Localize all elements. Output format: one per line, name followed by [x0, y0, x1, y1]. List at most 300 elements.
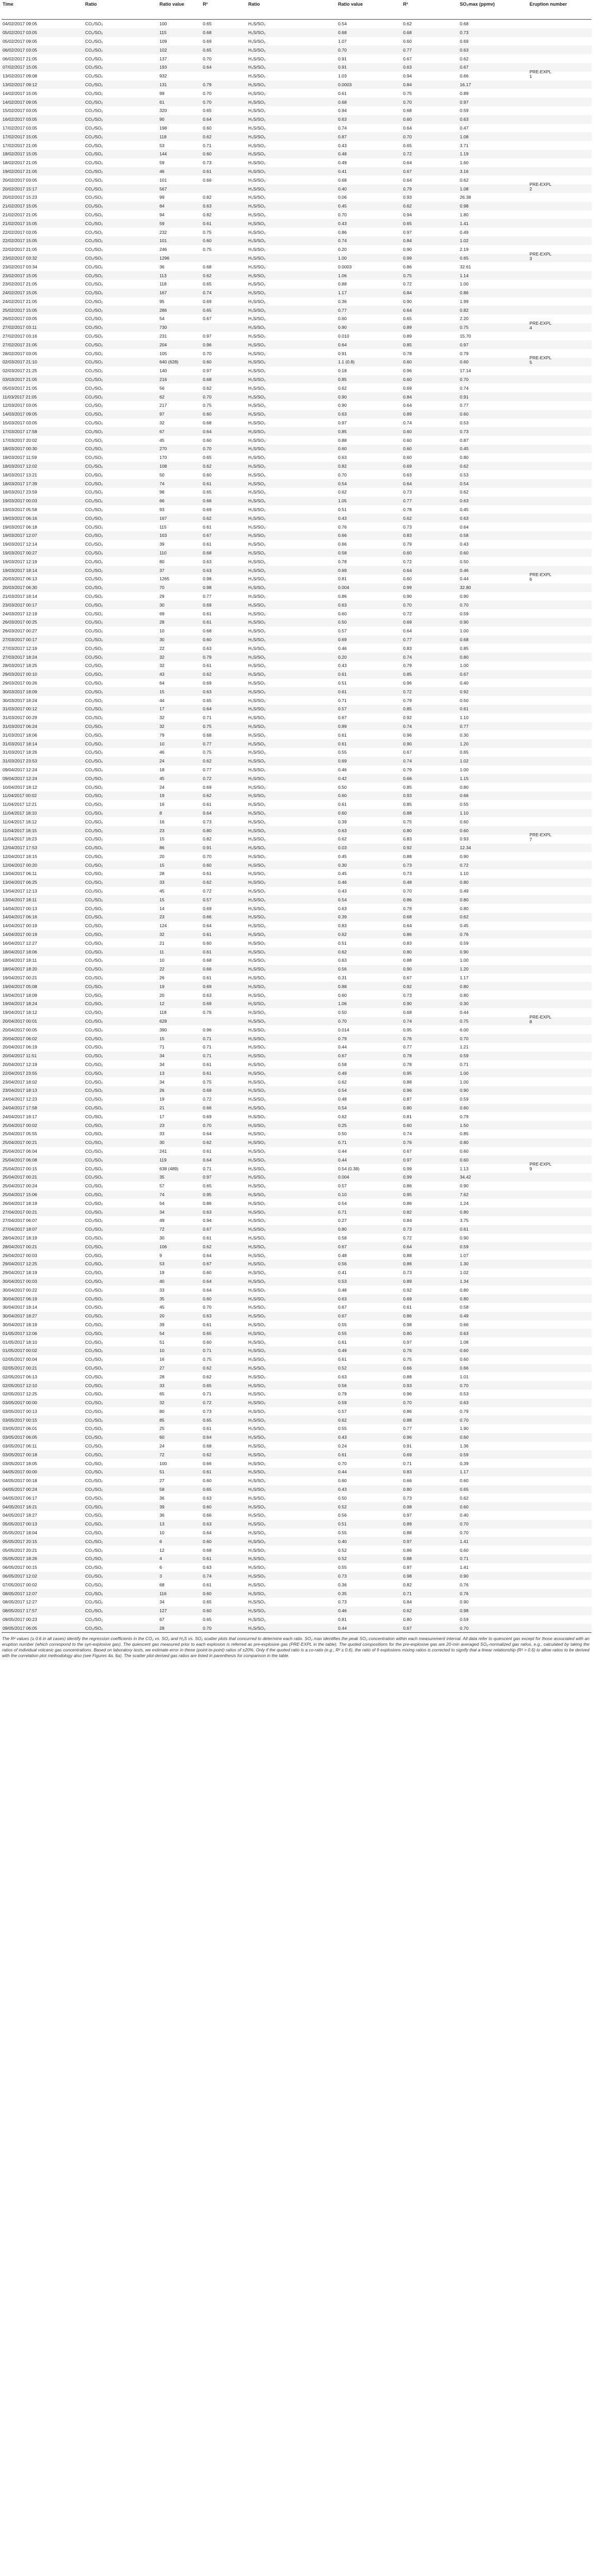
- cell-time: 02/05/2017 06:13: [3, 1374, 37, 1379]
- cell-time: 18/03/2017 12:02: [2, 462, 84, 471]
- cell-ratio-value: 32: [159, 420, 165, 426]
- cell-eruption-number: [528, 81, 591, 89]
- cell-ratio-co2so2: CO₂/SO₂: [85, 732, 103, 738]
- cell-ratio-co2so2: CO₂/SO₂: [84, 1624, 158, 1632]
- cell-ratio-h2sso2: H₂S/SO₂: [247, 913, 337, 921]
- cell-r2: 0.65: [203, 455, 212, 460]
- cell-ratio-value-2: 0.56: [337, 1381, 402, 1390]
- cell-ratio-value-2: 0.49: [337, 1069, 402, 1077]
- cell-ratio-co2so2: CO₂/SO₂: [85, 403, 103, 408]
- cell-r2: 0.64: [202, 705, 247, 713]
- cell-ratio-value-2: 0.61: [338, 1357, 347, 1362]
- cell-eruption-number: [528, 1112, 591, 1121]
- cell-ratio-co2so2: CO₂/SO₂: [85, 1114, 103, 1119]
- cell-ratio-value-2: 0.70: [338, 212, 347, 217]
- cell-ratio-value: 30: [159, 1235, 165, 1241]
- cell-ratio-value-2: 0.86: [338, 229, 347, 235]
- cell-ratio-value: 115: [158, 28, 202, 37]
- table-row: [2, 627, 591, 635]
- cell-time: 21/03/2017 18:14: [3, 593, 37, 599]
- cell-r2: 0.65: [203, 281, 212, 287]
- cell-eruption-number: [528, 1121, 591, 1130]
- cell-eruption-number: [528, 947, 591, 956]
- table-row: [2, 670, 591, 679]
- cell-eruption-number: [528, 766, 591, 774]
- cell-ratio-value-2: 0.60: [337, 791, 402, 800]
- cell-eruption-number: [528, 635, 591, 644]
- table-row: [2, 1598, 591, 1607]
- table-row: [2, 947, 591, 956]
- cell-r2: 0.67: [202, 1260, 247, 1268]
- cell-ratio-co2so2: CO₂/SO₂: [85, 1305, 103, 1310]
- cell-r2-2: 0.80: [402, 1104, 459, 1112]
- table-row: [2, 1493, 591, 1502]
- cell-ratio-h2sso2: H₂S/SO₂: [247, 479, 337, 488]
- cell-r2-2: 0.89: [402, 1520, 459, 1529]
- cell-ratio-value: 74: [158, 479, 202, 488]
- cell-ratio-co2so2: CO₂/SO₂: [85, 958, 103, 963]
- cell-ratio-value-2: 0.61: [338, 1339, 347, 1345]
- table-row: [2, 1329, 591, 1338]
- cell-r2-2: 0.94: [403, 73, 412, 79]
- cell-r2-2: 0.71: [403, 1460, 412, 1466]
- cell-ratio-value: 10: [158, 739, 202, 748]
- cell-eruption-number: [528, 1077, 591, 1086]
- table-row: [2, 748, 591, 757]
- cell-time: 24/04/2017 12:23: [3, 1096, 37, 1102]
- cell-ratio-value: 35: [158, 1294, 202, 1303]
- cell-ratio-value: 72: [158, 1225, 202, 1234]
- cell-r2-2: 0.75: [403, 90, 412, 96]
- cell-so2max: 0.90: [459, 1572, 528, 1581]
- cell-so2max: 0.73: [459, 427, 528, 436]
- table-row: [2, 679, 591, 688]
- cell-time: 19/03/2017 05:58: [3, 507, 37, 513]
- cell-time: 19/03/2017 12:07: [2, 531, 84, 540]
- cell-time: 18/03/2017 00:30: [2, 444, 84, 453]
- cell-so2max: 0.62: [459, 913, 528, 921]
- cell-time: 19/04/2017 18:09: [3, 992, 37, 998]
- cell-ratio-value-2: 0.69: [337, 757, 402, 766]
- cell-time: 09/04/2017 12:24: [3, 767, 37, 772]
- table-row: [2, 1442, 591, 1451]
- table-row: [2, 219, 591, 228]
- cell-ratio-h2sso2: H₂S/SO₂: [247, 63, 337, 72]
- cell-ratio-value-2: 0.31: [338, 975, 347, 981]
- table-row: [2, 1112, 591, 1121]
- cell-so2max: 0.80: [459, 1138, 528, 1147]
- cell-r2-2: 0.87: [403, 1096, 412, 1102]
- cell-ratio-value: 25: [159, 1426, 165, 1432]
- cell-r2: 0.94: [203, 1218, 212, 1223]
- cell-so2max: 0.90: [459, 1086, 528, 1095]
- cell-ratio-value-2: 0.54: [338, 21, 347, 27]
- cell-r2-2: 0.83: [403, 645, 412, 651]
- table-row: [2, 488, 591, 497]
- cell-ratio-co2so2: CO₂/SO₂: [84, 1294, 158, 1303]
- cell-ratio-co2so2: CO₂/SO₂: [84, 1260, 158, 1268]
- cell-r2: 0.72: [202, 774, 247, 783]
- cell-so2max: 0.66: [460, 73, 469, 79]
- cell-ratio-co2so2: CO₂/SO₂: [85, 489, 103, 495]
- cell-r2-2: 0.88: [403, 1530, 412, 1536]
- cell-ratio-co2so2: CO₂/SO₂: [85, 1287, 103, 1293]
- table-row: [2, 1225, 591, 1234]
- cell-ratio-value-2: 0.03: [337, 844, 402, 852]
- cell-ratio-value: 12: [158, 999, 202, 1008]
- cell-ratio-h2sso2: H₂S/SO₂: [248, 628, 266, 634]
- cell-time: 23/02/2017 15:05: [2, 271, 84, 280]
- cell-ratio-value: 19: [158, 982, 202, 991]
- cell-eruption-number: [528, 124, 591, 133]
- cell-so2max: 15.70: [460, 333, 471, 339]
- cell-ratio-h2sso2: H₂S/SO₂: [248, 1374, 266, 1379]
- cell-r2-2: 0.90: [402, 739, 459, 748]
- cell-eruption-number: [528, 167, 591, 176]
- cell-ratio-value: 32: [159, 663, 165, 669]
- cell-eruption-number: [528, 540, 591, 549]
- cell-ratio-value: 28: [159, 871, 165, 877]
- cell-time: 29/03/2017 00:26: [3, 680, 37, 686]
- cell-r2-2: 0.92: [403, 1287, 412, 1293]
- cell-ratio-co2so2: CO₂/SO₂: [84, 1312, 158, 1321]
- cell-r2-2: 0.79: [402, 184, 459, 193]
- cell-r2: 0.77: [202, 739, 247, 748]
- cell-r2: 0.60: [202, 1607, 247, 1615]
- cell-r2: 0.63: [203, 559, 212, 564]
- cell-ratio-value: 34: [158, 1052, 202, 1060]
- cell-r2: 0.63: [202, 202, 247, 211]
- cell-ratio-co2so2: CO₂/SO₂: [84, 531, 158, 540]
- cell-ratio-co2so2: CO₂/SO₂: [85, 125, 103, 131]
- table-row: [2, 1346, 591, 1355]
- cell-ratio-h2sso2: H₂S/SO₂: [248, 715, 266, 721]
- table-row: [2, 427, 591, 436]
- cell-time: 26/03/2017 00:25: [2, 618, 84, 627]
- cell-ratio-h2sso2: H₂S/SO₂: [247, 774, 337, 783]
- cell-ratio-co2so2: CO₂/SO₂: [85, 1218, 103, 1223]
- cell-ratio-h2sso2: H₂S/SO₂: [247, 150, 337, 158]
- cell-r2: 0.73: [203, 1408, 212, 1414]
- table-row: [2, 375, 591, 384]
- cell-ratio-h2sso2: H₂S/SO₂: [247, 236, 337, 245]
- cell-r2: 0.62: [202, 878, 247, 887]
- cell-ratio-h2sso2: H₂S/SO₂: [248, 871, 266, 877]
- cell-ratio-co2so2: CO₂/SO₂: [84, 479, 158, 488]
- cell-r2: 0.62: [202, 462, 247, 471]
- cell-ratio-value: 32: [158, 722, 202, 731]
- cell-ratio-h2sso2: H₂S/SO₂: [248, 1547, 266, 1553]
- cell-so2max: 3.71: [460, 142, 469, 148]
- cell-ratio-h2sso2: H₂S/SO₂: [247, 687, 337, 696]
- cell-ratio-co2so2: CO₂/SO₂: [84, 705, 158, 713]
- cell-r2: 0.57: [202, 895, 247, 904]
- cell-r2: 0.61: [203, 1322, 212, 1327]
- cell-so2max: 1.00: [460, 663, 469, 669]
- cell-ratio-value-2: 0.88: [338, 437, 347, 443]
- cell-ratio-value-2: 0.69: [337, 566, 402, 575]
- table-row: [2, 45, 591, 54]
- cell-eruption-number: [528, 713, 591, 722]
- cell-ratio-value: 74: [158, 1190, 202, 1199]
- cell-eruption-number: [528, 219, 591, 228]
- cell-so2max: 17.14: [460, 368, 471, 374]
- cell-r2: 0.69: [202, 1086, 247, 1095]
- cell-time: 20/02/2017 15:17: [2, 184, 84, 193]
- cell-so2max: 0.89: [460, 90, 469, 96]
- cell-ratio-value: 36: [159, 1495, 165, 1501]
- cell-eruption-number: [528, 653, 591, 661]
- table-row: [2, 774, 591, 783]
- cell-eruption-number: [528, 1164, 591, 1173]
- table-row: [2, 392, 591, 401]
- cell-so2max: 0.59: [459, 1242, 528, 1251]
- cell-r2-2: 0.92: [402, 982, 459, 991]
- cell-ratio-value: 170: [159, 455, 167, 460]
- cell-so2max: 0.73: [459, 28, 528, 37]
- cell-so2max: 0.85: [460, 1131, 469, 1137]
- cell-time: 11/04/2017 18:15: [2, 826, 84, 835]
- cell-ratio-value-2: 0.62: [337, 930, 402, 939]
- cell-time: 02/05/2017 12:25: [3, 1391, 37, 1397]
- cell-r2-2: 0.88: [402, 1554, 459, 1563]
- cell-eruption-number: [528, 1260, 591, 1268]
- cell-ratio-value: 45: [159, 1305, 165, 1310]
- cell-r2-2: 0.75: [403, 1357, 412, 1362]
- cell-r2: 0.74: [202, 1572, 247, 1581]
- cell-r2-2: 0.86: [403, 1408, 412, 1414]
- cell-eruption-number: [528, 1312, 591, 1321]
- table-row: [2, 1546, 591, 1554]
- cell-ratio-value: 6: [159, 1565, 162, 1570]
- cell-r2-2: 0.78: [403, 507, 412, 513]
- cell-ratio-co2so2: CO₂/SO₂: [84, 982, 158, 991]
- cell-ratio-value: 35: [158, 1173, 202, 1182]
- table-row: [2, 609, 591, 618]
- cell-ratio-h2sso2: H₂S/SO₂: [247, 289, 337, 297]
- cell-ratio-h2sso2: H₂S/SO₂: [248, 73, 266, 79]
- cell-eruption-number: [528, 193, 591, 202]
- cell-ratio-value: 99: [159, 195, 165, 200]
- table-row: [2, 661, 591, 670]
- cell-so2max: 0.60: [460, 1148, 469, 1154]
- cell-ratio-h2sso2: H₂S/SO₂: [247, 427, 337, 436]
- cell-eruption-number: [528, 1615, 591, 1624]
- cell-so2max: 1.14: [459, 271, 528, 280]
- table-body: [2, 20, 591, 1633]
- cell-r2-2: 0.79: [403, 663, 412, 669]
- cell-r2-2: 0.96: [402, 1086, 459, 1095]
- cell-time: 12/03/2017 03:05: [3, 403, 37, 408]
- cell-so2max: 0.97: [459, 98, 528, 106]
- cell-ratio-co2so2: CO₂/SO₂: [85, 160, 103, 166]
- cell-time: 09/04/2017 12:24: [2, 774, 84, 783]
- cell-ratio-co2so2: CO₂/SO₂: [84, 1485, 158, 1494]
- cell-ratio-h2sso2: H₂S/SO₂: [247, 1624, 337, 1632]
- cell-r2-2: 0.72: [402, 150, 459, 158]
- cell-r2-2: 0.90: [403, 593, 412, 599]
- cell-so2max: 1.41: [459, 1537, 528, 1546]
- cell-ratio-h2sso2: H₂S/SO₂: [248, 108, 266, 114]
- cell-so2max: 3.75: [460, 1218, 469, 1223]
- cell-eruption-number: [528, 1563, 591, 1572]
- table-row: [2, 367, 591, 375]
- cell-ratio-co2so2: CO₂/SO₂: [85, 73, 103, 79]
- cell-ratio-h2sso2: H₂S/SO₂: [247, 1537, 337, 1546]
- cell-so2max: 3.16: [459, 167, 528, 176]
- cell-ratio-h2sso2: H₂S/SO₂: [247, 271, 337, 280]
- cell-so2max: 1.24: [460, 1200, 469, 1206]
- cell-r2-2: 0.74: [403, 1131, 412, 1137]
- gas-ratio-table: [2, 0, 591, 1633]
- cell-ratio-h2sso2: H₂S/SO₂: [247, 1190, 337, 1199]
- table-row: [2, 1147, 591, 1156]
- cell-r2: 0.60: [203, 1478, 212, 1484]
- cell-r2: 0.66: [202, 1104, 247, 1112]
- cell-eruption-number: [528, 956, 591, 965]
- cell-ratio-co2so2: CO₂/SO₂: [84, 1607, 158, 1615]
- cell-eruption-number: [528, 1381, 591, 1390]
- cell-ratio-value-2: 0.70: [338, 472, 347, 478]
- cell-ratio-h2sso2: H₂S/SO₂: [247, 1260, 337, 1268]
- cell-so2max: 0.47: [460, 125, 469, 131]
- cell-ratio-co2so2: CO₂/SO₂: [84, 687, 158, 696]
- cell-r2-2: 0.98: [403, 1322, 412, 1327]
- table-row: [2, 757, 591, 766]
- cell-r2: 0.67: [202, 531, 247, 540]
- cell-time: 20/04/2017 11:51: [2, 1052, 84, 1060]
- cell-eruption-number: [528, 453, 591, 462]
- cell-r2-2: 0.64: [403, 177, 412, 183]
- cell-time: 20/04/2017 06:19: [3, 1044, 37, 1050]
- cell-so2max: 0.87: [460, 437, 469, 443]
- cell-ratio-value: 34: [159, 1079, 165, 1085]
- cell-ratio-value-2: 0.50: [338, 784, 347, 790]
- cell-time: 03/05/2017 00:00: [2, 1398, 84, 1407]
- cell-r2-2: 0.77: [403, 1426, 412, 1432]
- cell-eruption-number: [528, 262, 591, 271]
- cell-ratio-value: 34: [159, 1062, 165, 1068]
- cell-ratio-co2so2: CO₂/SO₂: [84, 1502, 158, 1511]
- cell-so2max: 0.43: [460, 542, 469, 547]
- table-row: [2, 1459, 591, 1468]
- cell-eruption-number: [528, 419, 591, 427]
- cell-ratio-h2sso2: H₂S/SO₂: [248, 142, 266, 148]
- cell-time: 17/02/2017 03:05: [3, 125, 37, 131]
- cell-eruption-number: [528, 392, 591, 401]
- cell-eruption-number: [528, 132, 591, 141]
- table-row: [2, 635, 591, 644]
- table-row: [2, 514, 591, 522]
- cell-ratio-value: 109: [159, 38, 167, 44]
- cell-time: 30/04/2017 18:27: [2, 1312, 84, 1321]
- cell-ratio-value-2: 1.07: [338, 38, 347, 44]
- cell-eruption-number: [528, 600, 591, 609]
- cell-r2-2: 0.65: [402, 219, 459, 228]
- cell-ratio-value: 198: [159, 125, 167, 131]
- cell-ratio-co2so2: CO₂/SO₂: [84, 410, 158, 419]
- cell-r2-2: 0.75: [403, 819, 412, 824]
- table-row: [2, 1407, 591, 1416]
- cell-r2: 0.61: [203, 524, 212, 530]
- cell-r2-2: 0.61: [403, 1305, 412, 1310]
- cell-ratio-value-2: 0.90: [337, 323, 402, 332]
- cell-r2: 0.62: [202, 271, 247, 280]
- cell-ratio-value: 53: [158, 1260, 202, 1268]
- cell-r2: 0.65: [202, 1416, 247, 1424]
- cell-ratio-h2sso2: H₂S/SO₂: [247, 999, 337, 1008]
- cell-ratio-h2sso2: H₂S/SO₂: [248, 21, 266, 27]
- cell-so2max: 1.20: [459, 965, 528, 974]
- cell-ratio-value-2: 0.64: [337, 340, 402, 349]
- cell-ratio-value: 28: [158, 1624, 202, 1632]
- cell-ratio-h2sso2: H₂S/SO₂: [248, 195, 266, 200]
- cell-r2: 0.62: [202, 1138, 247, 1147]
- cell-ratio-value: 18: [159, 767, 165, 772]
- cell-ratio-h2sso2: H₂S/SO₂: [248, 1530, 266, 1536]
- cell-ratio-h2sso2: H₂S/SO₂: [248, 905, 266, 911]
- cell-eruption-number: [528, 878, 591, 887]
- cell-so2max: 0.76: [459, 930, 528, 939]
- cell-eruption-number: [528, 1225, 591, 1234]
- cell-ratio-h2sso2: H₂S/SO₂: [247, 1034, 337, 1043]
- cell-ratio-value: 167: [158, 514, 202, 522]
- cell-r2: 0.68: [202, 549, 247, 558]
- cell-so2max: 0.80: [459, 895, 528, 904]
- cell-so2max: 0.74: [460, 385, 469, 391]
- cell-time: 12/04/2017 17:53: [2, 844, 84, 852]
- cell-ratio-value: 39: [159, 542, 165, 547]
- cell-r2-2: 0.82: [402, 1207, 459, 1216]
- cell-ratio-co2so2: CO₂/SO₂: [85, 1357, 103, 1362]
- cell-so2max: 0.86: [459, 289, 528, 297]
- cell-r2: 0.61: [202, 1069, 247, 1077]
- cell-ratio-co2so2: CO₂/SO₂: [85, 1166, 103, 1171]
- cell-so2max: 1.19: [459, 150, 528, 158]
- cell-so2max: 0.68: [459, 635, 528, 644]
- cell-so2max: 0.92: [459, 687, 528, 696]
- cell-ratio-h2sso2: H₂S/SO₂: [247, 1398, 337, 1407]
- cell-ratio-value: 118: [159, 1010, 167, 1015]
- cell-ratio-value-2: 0.82: [337, 462, 402, 471]
- cell-ratio-co2so2: CO₂/SO₂: [85, 1322, 103, 1327]
- cell-r2-2: 0.82: [403, 1582, 412, 1587]
- cell-ratio-value: 10: [159, 958, 165, 963]
- cell-ratio-h2sso2: H₂S/SO₂: [247, 462, 337, 471]
- cell-eruption-number: [528, 289, 591, 297]
- cell-ratio-value: 70: [158, 583, 202, 592]
- cell-r2: 0.70: [203, 56, 212, 61]
- cell-so2max: 0.60: [459, 1155, 528, 1164]
- cell-ratio-value: 567: [158, 184, 202, 193]
- cell-ratio-h2sso2: H₂S/SO₂: [248, 1010, 266, 1015]
- cell-ratio-co2so2: CO₂/SO₂: [84, 1381, 158, 1390]
- cell-time: 13/04/2017 06:25: [2, 878, 84, 887]
- table-row: [2, 289, 591, 297]
- cell-so2max: 1.15: [459, 774, 528, 783]
- cell-ratio-h2sso2: H₂S/SO₂: [247, 410, 337, 419]
- cell-time: 21/02/2017 21:05: [3, 212, 37, 217]
- cell-eruption-number: [528, 531, 591, 540]
- cell-ratio-value: 95: [159, 298, 165, 304]
- cell-time: 13/04/2017 06:11: [3, 871, 37, 877]
- cell-r2-2: 0.60: [402, 444, 459, 453]
- cell-ratio-h2sso2: H₂S/SO₂: [248, 1391, 266, 1397]
- cell-time: 06/02/2017 21:05: [3, 56, 37, 61]
- cell-so2max: 0.58: [460, 1305, 469, 1310]
- cell-ratio-value: 231: [159, 333, 167, 339]
- cell-ratio-value: 33: [158, 878, 202, 887]
